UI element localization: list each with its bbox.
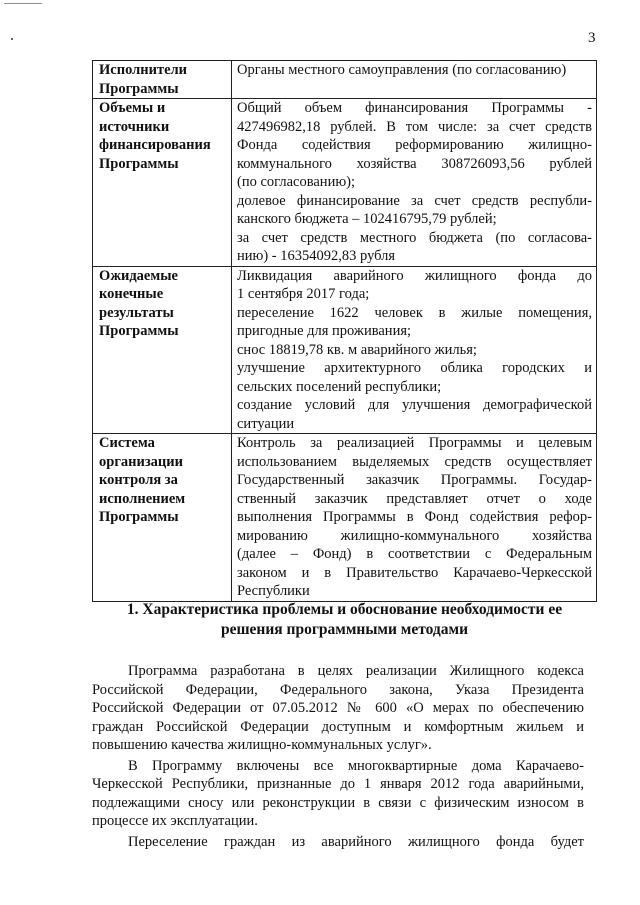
value-line: за счет средств местного бюджета (по согласова- — [237, 229, 592, 246]
label-line: Программы — [99, 80, 179, 97]
body-text — [92, 662, 584, 853]
label-line: Ожидаемые — [99, 267, 178, 284]
label-line: контроля за — [99, 472, 178, 488]
program-passport-table — [92, 60, 597, 602]
value-line: Ликвидация аварийного жилищного фонда до — [237, 267, 592, 284]
value-line: Общий объем финансирования Программы - — [237, 100, 592, 116]
value-line: переселение 1622 человек в жилые помещения, — [237, 304, 592, 321]
value-line: Республики — [237, 583, 310, 599]
paragraph — [92, 757, 584, 831]
paragraph-line: Программа разработана в целях реализации Жилищного кодекса — [128, 663, 584, 679]
label-line: Программы — [99, 509, 179, 525]
value-line: нию) - 16354092,83 рубля — [237, 248, 396, 264]
label-line: конечные — [99, 286, 164, 302]
label-line: Программы — [99, 155, 179, 172]
passport-table-body — [93, 61, 597, 602]
value-line: снос 18819,78 кв. м аварийного жилья; — [237, 341, 477, 358]
value-line: улучшение архитектурного облика городских и — [237, 360, 592, 376]
value-line: пригодные для проживания; — [237, 323, 412, 339]
value-line: канского бюджета – 102416795,79 рублей; — [237, 211, 497, 227]
paragraph-line: процессе их эксплуатации. — [92, 813, 258, 829]
label-line: результаты — [99, 304, 174, 321]
passport-row-value — [232, 266, 597, 434]
label-line: источники — [99, 118, 170, 135]
paragraph — [92, 833, 584, 852]
label-line: организации — [99, 453, 183, 470]
section-heading-line: решения программными методами — [220, 621, 469, 638]
value-line: создание условий для улучшения демографической — [237, 397, 592, 413]
value-line: (далее – Фонд) в соответствии с Федеральным — [237, 546, 592, 562]
value-line: мированию жилищно-коммунального хозяйства — [237, 527, 592, 544]
value-line: Государственный заказчик Программы. Государ- — [237, 472, 592, 488]
value-line: (по согласованию); — [237, 174, 356, 190]
paragraph-line: подлежащими сносу или реконструкции в связи с физическим износом в — [92, 794, 584, 811]
scan-artifact-dot — [11, 38, 13, 40]
value-line: ственный заказчик представляет отчет о ходе — [237, 490, 592, 507]
paragraph-line: граждан Российской Федерации доступным и комфортным жильем и — [92, 718, 584, 735]
section-heading — [92, 600, 597, 640]
label-line: Исполнители — [99, 62, 188, 78]
value-line: Органы местного самоуправления (по согласованию) — [237, 62, 567, 78]
passport-row-value — [232, 434, 597, 602]
value-line: Контроль за реализацией Программы и целевым — [237, 435, 592, 451]
value-line: 1 сентября 2017 года; — [237, 286, 370, 302]
passport-row-label — [93, 61, 232, 99]
paragraph-line: Переселение граждан из аварийного жилищного фонда будет — [128, 833, 584, 850]
passport-row — [93, 266, 597, 434]
passport-row-value — [232, 99, 597, 267]
passport-row-label — [93, 99, 232, 267]
label-line: Программы — [99, 323, 179, 339]
value-line: сельских поселений республики; — [237, 378, 442, 395]
paragraph-line: В Программу включены все многоквартирные дома Карачаево- — [128, 757, 584, 774]
value-line: выполнения Программы в Фонд содействия рефор- — [237, 509, 592, 525]
passport-row — [93, 434, 597, 602]
value-line: законом и в Правительство Карачаево-Черкесской — [237, 564, 592, 581]
value-line: долевое финансирование за счет средств республи- — [237, 192, 592, 209]
page-number: 3 — [588, 30, 596, 46]
passport-row-value — [232, 61, 597, 99]
value-line: коммунального хозяйства 308726093,56 рублей — [237, 155, 592, 172]
scan-artifact-line — [4, 3, 42, 4]
paragraph-line: повышению качества жилищно-коммунальных услуг». — [92, 737, 432, 753]
paragraph-line: Черкесской Республики, признанные до 1 января 2012 года аварийными, — [92, 776, 584, 792]
label-line: Система — [99, 435, 155, 451]
passport-row — [93, 61, 597, 99]
label-line: исполнением — [99, 490, 186, 507]
paragraph-line: Российской Федерации от 07.05.2012 № 600 «О мерах по обеспечению — [92, 700, 584, 716]
value-line: использованием выделяемых средств осуществляет — [237, 453, 592, 470]
value-line: 427496982,18 рублей. В том числе: за счет средств — [237, 118, 592, 135]
value-line: ситуации — [237, 415, 295, 432]
value-line: Фонда содействия реформированию жилищно- — [237, 137, 592, 153]
label-line: финансирования — [99, 137, 211, 153]
label-line: Объемы и — [99, 100, 166, 116]
section-heading-line: 1. Характеристика проблемы и обоснование необходимости ее — [126, 601, 563, 618]
paragraph — [92, 662, 584, 755]
passport-row-label — [93, 434, 232, 602]
passport-row — [93, 99, 597, 267]
passport-row-label — [93, 266, 232, 434]
paragraph-line: Российской Федерации, Федерального закона, Указа Президента — [92, 681, 584, 698]
